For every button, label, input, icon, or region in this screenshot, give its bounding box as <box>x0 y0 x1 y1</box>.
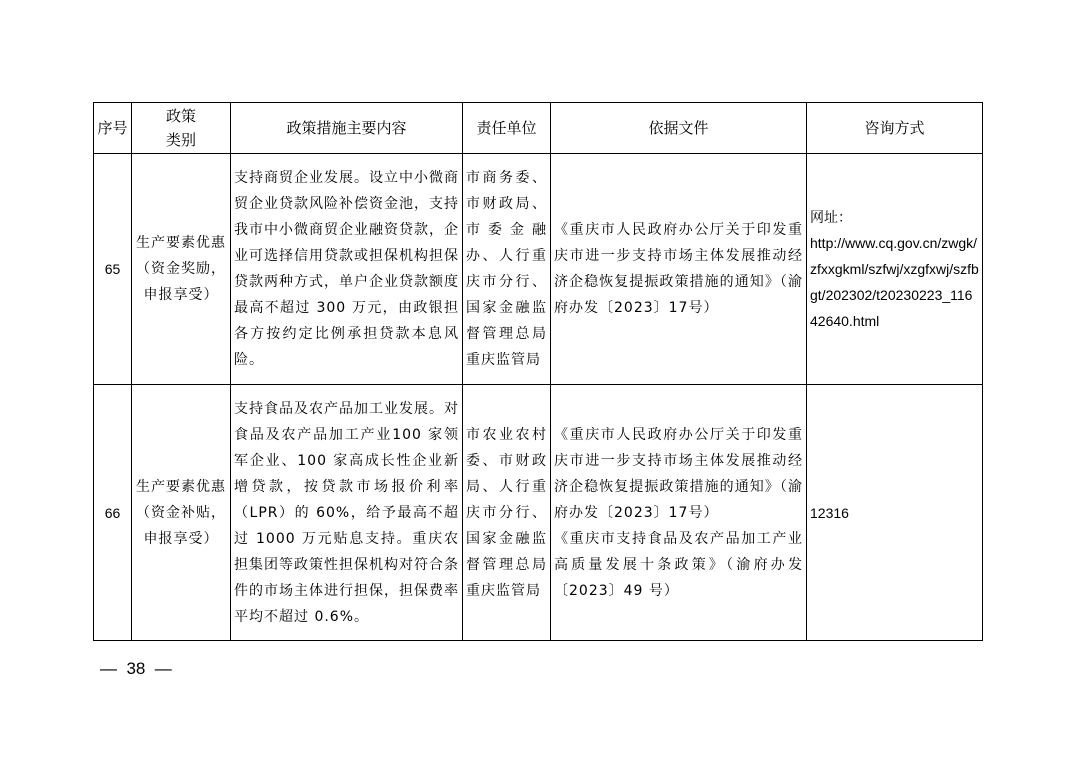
row-consult <box>807 154 983 385</box>
header-basis: 依据文件 <box>551 103 807 154</box>
consult-url-link[interactable]: http://www.cq.gov.cn/zwgk/zfxxgkml/szfwj/xzgfxwj/szfbgt/202302/t20230223_11642640.html <box>810 235 979 329</box>
row-category <box>132 385 231 641</box>
table-row <box>94 154 983 385</box>
row-basis <box>551 385 807 641</box>
row-category-main: 生产要素优惠 <box>136 478 226 495</box>
page-number: — 38 — <box>100 659 172 678</box>
row-category <box>132 154 231 385</box>
table-header-row <box>94 103 983 154</box>
basis-document: 《重庆市人民政府办公厅关于印发重庆市进一步支持市场主体发展推动经济企稳恢复提振政策措施的通知》（渝府办发〔2023〕17号） <box>554 426 803 521</box>
row-category-main: 生产要素优惠 <box>136 235 226 251</box>
row-basis <box>551 154 807 385</box>
header-category-line2: 类别 <box>165 131 196 149</box>
policy-table <box>93 102 983 641</box>
basis-document: 《重庆市支持食品及农产品加工产业高质量发展十条政策》（渝府办发〔2023〕49 号） <box>554 530 803 599</box>
header-category <box>132 103 231 154</box>
row-consult <box>807 385 983 641</box>
header-category-line1: 政策 <box>165 107 196 125</box>
row-seq: 66 <box>94 385 132 641</box>
header-content: 政策措施主要内容 <box>231 103 463 154</box>
header-unit: 责任单位 <box>463 103 551 154</box>
row-content: 支持商贸企业发展。设立中小微商贸企业贷款风险补偿资金池，支持我市中小微商贸企业融资贷款，企业可选择信用贷款或担保机构担保贷款两种方式，单户企业贷款额度最高不超过 300 万元，由政银担各方按约定比例承担贷款本息风险。 <box>231 154 463 385</box>
basis-document: 《重庆市人民政府办公厅关于印发重庆市进一步支持市场主体发展推动经济企稳恢复提振政策措施的通知》（渝府办发〔2023〕17号） <box>554 222 803 316</box>
consult-label: 网址： <box>810 209 852 225</box>
table-row <box>94 385 983 641</box>
row-unit: 市商务委、市财政局、市委金融办、人行重庆市分行、国家金融监督管理总局重庆监管局 <box>463 154 551 385</box>
consult-phone: 12316 <box>810 504 849 521</box>
header-seq: 序号 <box>94 103 132 154</box>
row-seq: 65 <box>94 154 132 385</box>
header-consult: 咨询方式 <box>807 103 983 154</box>
row-category-sub: （资金奖励，申报享受） <box>136 261 226 303</box>
row-unit: 市农业农村委、市财政局、人行重庆市分行、国家金融监督管理总局重庆监管局 <box>463 385 551 641</box>
row-content: 支持食品及农产品加工业发展。对食品及农产品加工产业100 家领军企业、100 家高成长性企业新增贷款，按贷款市场报价利率（LPR）的 60%，给予最高不超过 1000 万元贴息支持。重庆农担集团等政策性担保机构对符合条件的市场主体进行担保，担保费率平均不超过 0.6%。 <box>231 385 463 641</box>
row-category-sub: （资金补贴，申报享受） <box>136 504 226 547</box>
